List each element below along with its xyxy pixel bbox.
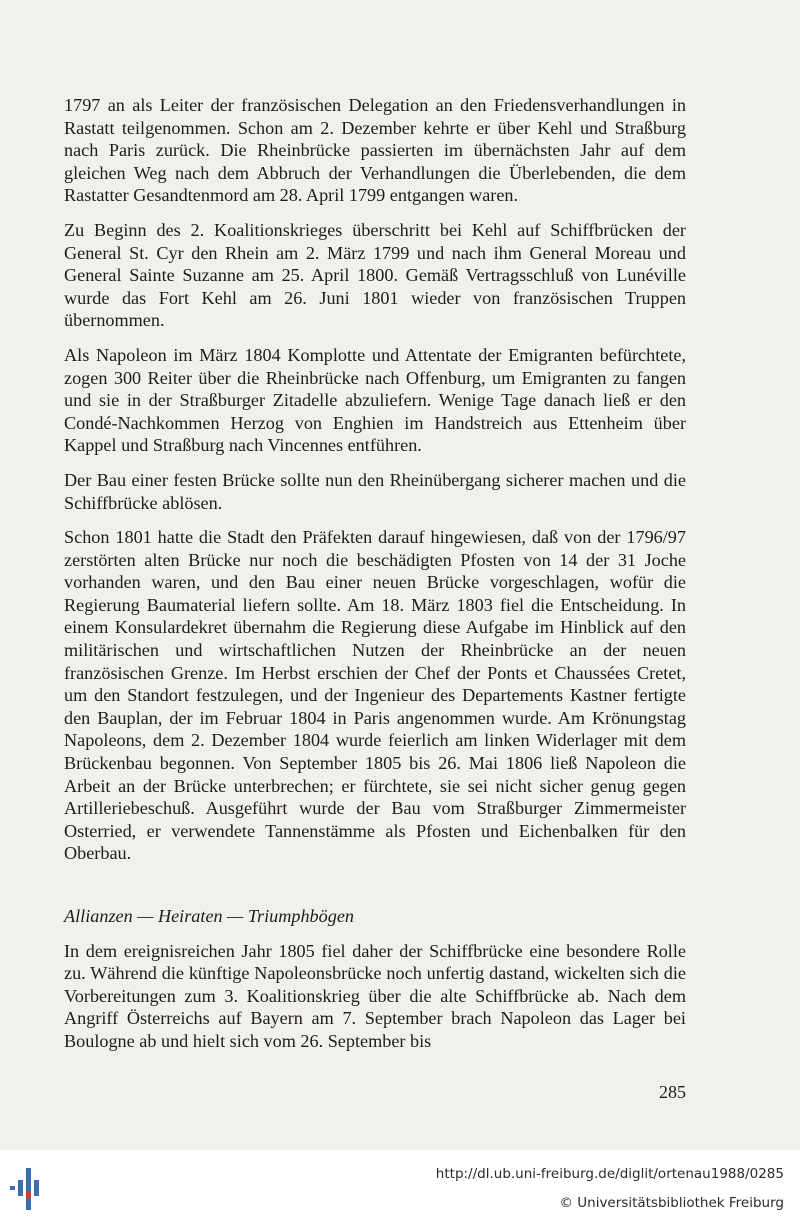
- ub-freiburg-logo-icon: [10, 1164, 44, 1214]
- body-text: [64, 94, 686, 1065]
- paragraph-4: Der Bau einer festen Brücke sollte nun den Rheinübergang sicherer machen und die Schiffbrücke ablösen.: [64, 469, 686, 513]
- paragraph-5: Schon 1801 hatte die Stadt den Präfekten darauf hingewiesen, daß von der 1796/97 zerstörten alten Brücke nur noch die beschädigten Pfosten von 14 der 31 Joche vorhanden waren, und den Bau einer neuen Brücke vorgeschlagen, wofür die Regierung Baumaterial liefern sollte. Am 18. März 1803 fiel die Entscheidung. In einem Konsulardekret übernahm die Regierung diese Aufgabe im Hinblick auf den militärischen und wirtschaftlichen Nutzen der Rheinbrücke an der neuen französischen Grenze. Im Herbst erschien der Chef der Ponts et Chaussées Cretet, um den Standort festzulegen, und der Ingenieur des Departements Kastner fertigte den Bauplan, der im Februar 1804 in Paris angenommen wurde. Am Krönungstag Napoleons, dem 2. Dezember 1804 wurde feierlich am linken Widerlager mit dem Brückenbau begonnen. Von September 1805 bis 26. Mai 1806 ließ Napoleon die Arbeit an der Brücke unterbrechen; er fürchtete, sie sei nicht sicher genug gegen Artilleriebeschuß. Ausgeführt wurde der Bau vom Straßburger Zimmermeister Osterried, er verwendete Tannenstämme als Pfosten und Eichenbalken für den Oberbau.: [64, 527, 686, 864]
- viewer-footer: [0, 1150, 800, 1224]
- section-heading: Allianzen — Heiraten — Triumphbögen: [64, 906, 354, 926]
- paragraph-1: 1797 an als Leiter der französischen Delegation an den Friedensverhandlungen in Rastatt teilgenommen. Schon am 2. Dezember kehrte er über Kehl und Straßburg nach Paris zurück. Die Rheinbrücke passierten im übernächsten Jahr auf dem gleichen Weg nach dem Abbruch der Verhandlungen die Überlebenden, die dem Rastatter Gesandtenmord am 28. April 1799 entgangen waren.: [64, 95, 686, 206]
- copyright-notice: © Universitätsbibliothek Freiburg: [559, 1195, 784, 1211]
- paragraph-2: Zu Beginn des 2. Koalitionskrieges überschritt bei Kehl auf Schiffbrücken der General St. Cyr den Rhein am 2. März 1799 und nach ihm General Moreau und General Sainte Suzanne am 25. April 1800. Gemäß Vertragsschluß von Lunéville wurde das Fort Kehl am 26. Juni 1801 wieder von französischen Truppen übernommen.: [64, 219, 686, 331]
- document-url-link[interactable]: http://dl.ub.uni-freiburg.de/diglit/ortenau1988/0285: [435, 1166, 784, 1182]
- paragraph-6: In dem ereignisreichen Jahr 1805 fiel daher der Schiffbrücke eine besondere Rolle zu. Während die künftige Napoleonsbrücke noch unfertig dastand, wickelten sich die Vorbereitungen zum 3. Koalitionskrieg über die alte Schiffbrücke ab. Nach dem Angriff Österreichs auf Bayern am 7. September brach Napoleon das Lager bei Boulogne ab und hielt sich vom 26. September bis: [64, 940, 686, 1051]
- page-number: 285: [659, 1082, 686, 1102]
- paragraph-3: Als Napoleon im März 1804 Komplotte und Attentate der Emigranten befürchtete, zogen 300 Reiter über die Rheinbrücke nach Offenburg, um Emigranten zu fangen und sie in der Straßburger Zitadelle abzuliefern. Wenige Tage danach ließ er den Condé-Nachkommen Herzog von Enghien im Handstreich aus Ettenheim über Kappel und Straßburg nach Vincennes entführen.: [64, 344, 686, 456]
